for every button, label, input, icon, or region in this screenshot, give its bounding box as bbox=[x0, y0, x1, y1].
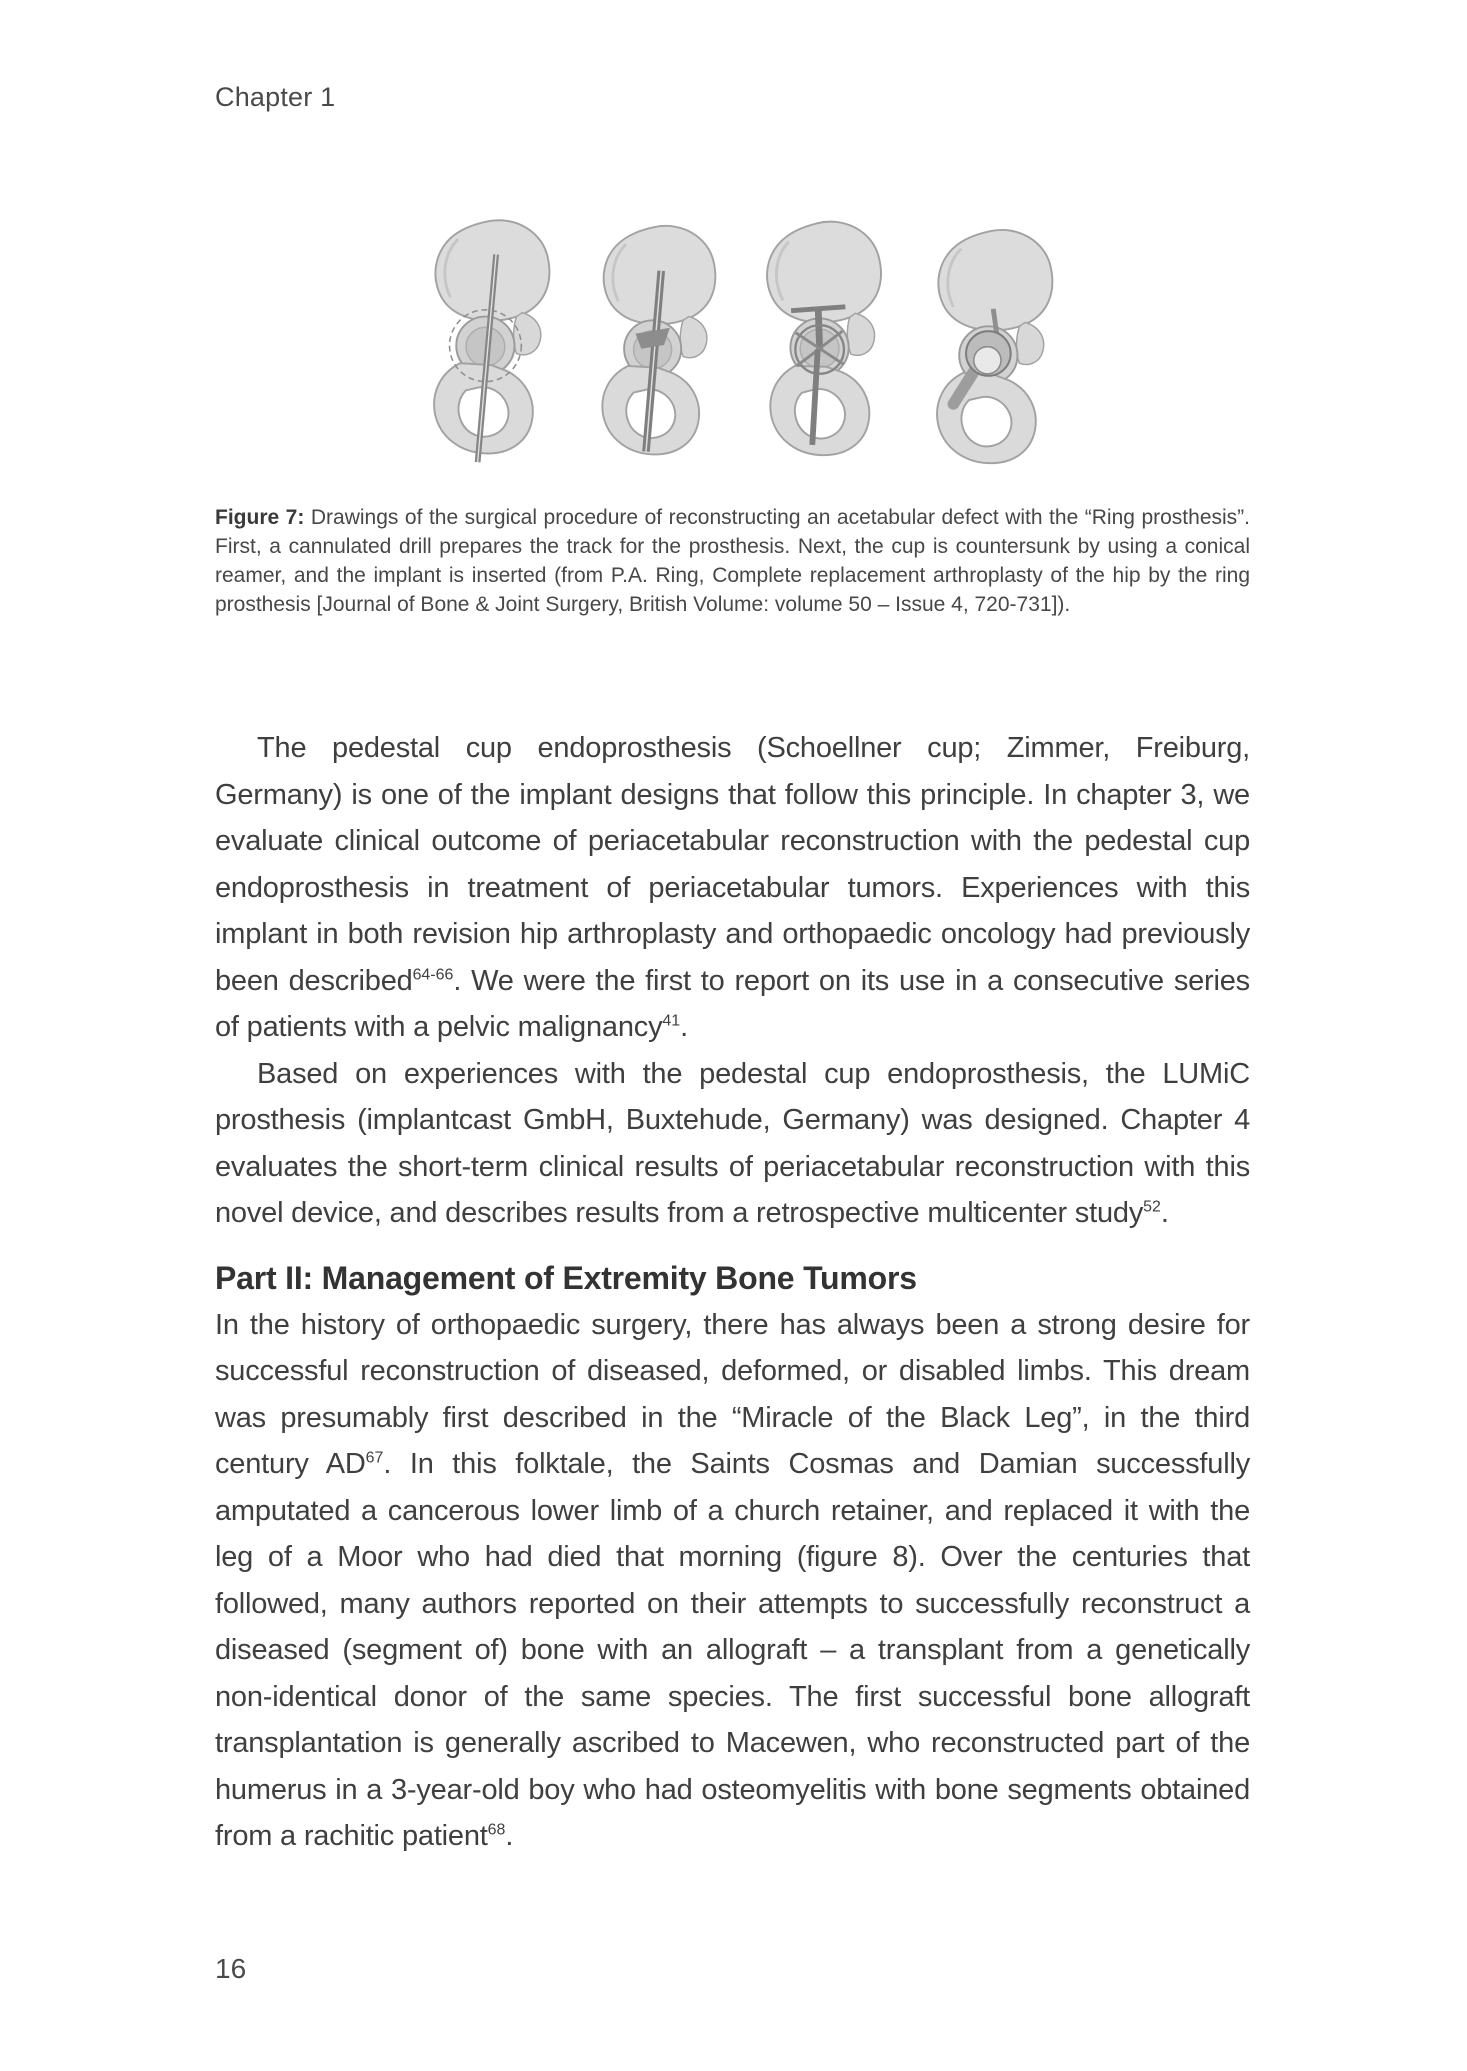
text-segment: Based on experiences with the pedestal cup endoprosthesis, the LUMiC prosthesis (implantcast GmbH, Buxtehude, Germany) was designed. Chapter 4 evaluates the short-term clinical results of periacetabular reconstruction with this novel device, and describes results from a retrospective multicenter study bbox=[215, 1057, 1250, 1229]
body-paragraph-1 bbox=[215, 725, 1250, 1051]
superscript-reference: 41 bbox=[662, 1012, 681, 1030]
text-segment: . bbox=[505, 1820, 514, 1852]
superscript-reference: 67 bbox=[365, 1449, 384, 1467]
section-heading-part-2: Part II: Management of Extremity Bone Tumors bbox=[215, 1259, 917, 1296]
text-segment: . bbox=[1160, 1197, 1169, 1229]
text-segment: . We were the first to report on its use in a consecutive series of patients with a pelvic malignancy bbox=[215, 964, 1250, 1043]
pelvis-drawing-step-1-cannulated-drill bbox=[400, 200, 565, 472]
body-paragraph-2 bbox=[215, 1051, 1250, 1237]
pelvis-drawing-step-4-implant-inserted bbox=[901, 200, 1066, 472]
superscript-reference: 64-66 bbox=[412, 965, 454, 983]
figure-caption bbox=[215, 503, 1250, 619]
figure-7 bbox=[215, 200, 1250, 616]
text-segment: . In this folktale, the Saints Cosmas and Damian successfully amputated a cancerous lower limb of a church retainer, and replaced it with the leg of a Moor who had died that morning (figure 8). Over the centuries that followed, many authors reported on their attempts to successfully reconstruct a diseased (segment of) bone with an allograft – a transplant from a genetically non-identical donor of the same species. The first successful bone allograft transplantation is generally ascribed to Macewen, who reconstructed part of the humerus in a 3-year-old boy who had osteomyelitis with bone segments obtained from a rachitic patient bbox=[215, 1448, 1251, 1852]
figure-caption-text: Drawings of the surgical procedure of reconstructing an acetabular defect with the “Ring prosthesis”. First, a cannulated drill prepares the track for the prosthesis. Next, the cup is countersunk by using a conical reamer, and the implant is inserted (from P.A. Ring, Complete replacement arthroplasty of the hip by the ring prosthesis [Journal of Bone & Joint Surgery, British Volume: volume 50 – Issue 4, 720-731]). bbox=[215, 506, 1250, 616]
text-segment: The pedestal cup endoprosthesis (Schoellner cup; Zimmer, Freiburg, Germany) is one of the implant designs that follow this principle. In chapter 3, we evaluate clinical outcome of periacetabular reconstruction with the pedestal cup endoprosthesis in treatment of periacetabular tumors. Experiences with this implant in both revision hip arthroplasty and orthopaedic oncology had previously been described bbox=[215, 732, 1250, 997]
page-number: 16 bbox=[215, 1953, 247, 1984]
running-header: Chapter 1 bbox=[215, 82, 336, 112]
superscript-reference: 52 bbox=[1143, 1198, 1161, 1216]
figure-7-panels bbox=[215, 200, 1250, 472]
superscript-reference: 68 bbox=[487, 1821, 506, 1839]
body-content bbox=[215, 725, 1250, 1860]
pelvis-drawing-step-3-conical-reamer bbox=[734, 200, 899, 472]
pelvis-drawing-step-2-drill-track bbox=[567, 200, 732, 472]
body-paragraph-3 bbox=[215, 1302, 1250, 1860]
text-segment: In the history of orthopaedic surgery, there has always been a strong desire for successful reconstruction of diseased, deformed, or disabled limbs. This dream was presumably first described in the “Miracle of the Black Leg”, in the third century AD bbox=[215, 1308, 1250, 1480]
text-segment: . bbox=[680, 1011, 688, 1043]
figure-caption-label: Figure 7: bbox=[215, 506, 305, 529]
